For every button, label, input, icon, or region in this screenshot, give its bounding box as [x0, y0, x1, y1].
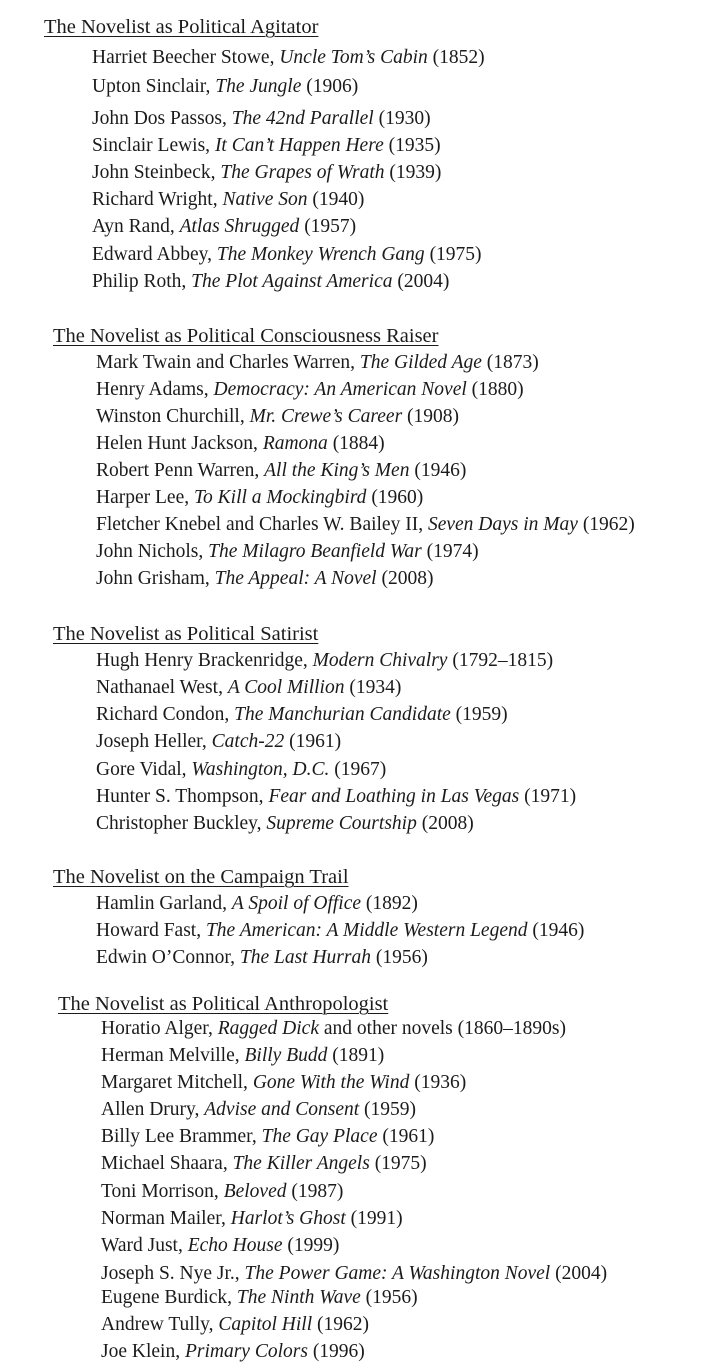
publication-year: (1956): [370, 947, 428, 968]
publication-year: (1884): [327, 433, 385, 454]
publication-year: (2004): [392, 271, 450, 292]
book-title: Ragged Dick: [217, 1018, 319, 1039]
publication-year: and other novels (1860–1890s): [319, 1018, 566, 1039]
book-entry: [101, 1098, 416, 1122]
book-title: The Gilded Age: [359, 352, 482, 373]
book-entry: [96, 378, 524, 402]
book-entry: [96, 785, 576, 809]
publication-year: (1961): [377, 1126, 435, 1147]
publication-year: (1940): [307, 189, 365, 210]
publication-year: (1991): [345, 1208, 403, 1229]
author: Henry Adams,: [96, 379, 214, 400]
book-title: Supreme Courtship: [266, 813, 417, 834]
section-heading: The Novelist on the Campaign Trail: [53, 866, 349, 888]
book-entry: [96, 758, 386, 782]
publication-year: (1987): [286, 1181, 344, 1202]
publication-year: (1971): [519, 786, 577, 807]
book-entry: [101, 1125, 434, 1149]
publication-year: (1999): [282, 1235, 340, 1256]
book-title: The Appeal: A Novel: [214, 568, 377, 589]
book-entry: [96, 567, 433, 591]
author: Margaret Mitchell,: [101, 1072, 253, 1093]
book-entry: [96, 730, 341, 754]
book-title: To Kill a Mockingbird: [193, 487, 367, 508]
book-entry: [96, 513, 635, 537]
book-title: A Cool Million: [227, 677, 345, 698]
author: Ward Just,: [101, 1235, 188, 1256]
author: John Nichols,: [96, 541, 209, 562]
book-title: Catch-22: [211, 731, 285, 752]
book-title: All the King’s Men: [264, 460, 410, 481]
publication-year: (1959): [450, 704, 508, 725]
book-title: The Milagro Beanfield War: [208, 541, 422, 562]
book-title: Washington, D.C.: [191, 759, 330, 780]
book-title: The Plot Against America: [191, 271, 393, 292]
book-entry: [96, 405, 459, 429]
book-entry: [92, 161, 441, 185]
author: Toni Morrison,: [101, 1181, 224, 1202]
publication-year: (2008): [416, 813, 474, 834]
publication-year: (1939): [384, 162, 442, 183]
author: Helen Hunt Jackson,: [96, 433, 263, 454]
author: Christopher Buckley,: [96, 813, 267, 834]
book-entry: [96, 351, 539, 375]
publication-year: (1891): [327, 1045, 385, 1066]
book-title: Billy Budd: [244, 1045, 328, 1066]
section-heading: The Novelist as Political Satirist: [53, 623, 319, 645]
book-title: The 42nd Parallel: [231, 108, 374, 129]
author: Norman Mailer,: [101, 1208, 231, 1229]
book-entry: [92, 134, 441, 158]
book-entry: [96, 703, 508, 727]
publication-year: (1880): [466, 379, 524, 400]
book-title: Echo House: [187, 1235, 283, 1256]
book-entry: [96, 919, 584, 943]
section-heading: The Novelist as Political Consciousness Raiser: [53, 325, 439, 347]
author: Robert Penn Warren,: [96, 460, 265, 481]
publication-year: (1961): [284, 731, 342, 752]
publication-year: (1935): [383, 135, 441, 156]
author: Joe Klein,: [101, 1341, 185, 1362]
book-entry: [92, 75, 358, 99]
publication-year: (1934): [344, 677, 402, 698]
book-title: Beloved: [223, 1181, 287, 1202]
book-title: Gone With the Wind: [252, 1072, 410, 1093]
book-entry: [101, 1044, 384, 1068]
book-entry: [101, 1071, 466, 1095]
book-title: Seven Days in May: [427, 514, 578, 535]
book-entry: [101, 1207, 403, 1231]
publication-year: (1792–1815): [447, 650, 554, 671]
author: Billy Lee Brammer,: [101, 1126, 262, 1147]
book-entry: [92, 243, 482, 267]
book-title: The Gay Place: [261, 1126, 378, 1147]
publication-year: (1906): [301, 76, 359, 97]
author: Joseph Heller,: [96, 731, 212, 752]
book-title: Capitol Hill: [218, 1314, 313, 1335]
author: Hunter S. Thompson,: [96, 786, 269, 807]
author: John Dos Passos,: [92, 108, 232, 129]
author: Fletcher Knebel and Charles W. Bailey II,: [96, 514, 428, 535]
book-title: The Monkey Wrench Gang: [216, 244, 425, 265]
book-entry: [96, 892, 418, 916]
book-entry: [96, 459, 466, 483]
author: John Grisham,: [96, 568, 215, 589]
book-title: The Grapes of Wrath: [220, 162, 385, 183]
book-entry: [96, 486, 423, 510]
book-title: Uncle Tom’s Cabin: [279, 47, 428, 68]
book-entry: [101, 1313, 369, 1337]
book-entry: [96, 540, 479, 564]
book-title: The Power Game: A Washington Novel: [244, 1263, 551, 1284]
publication-year: (2008): [376, 568, 434, 589]
book-entry: [96, 432, 385, 456]
publication-year: (1930): [373, 108, 431, 129]
book-entry: [92, 215, 356, 239]
book-title: Fear and Loathing in Las Vegas: [268, 786, 520, 807]
publication-year: (1873): [481, 352, 539, 373]
book-entry: [101, 1017, 566, 1041]
publication-year: (1960): [366, 487, 424, 508]
book-entry: [92, 270, 449, 294]
author: Horatio Alger,: [101, 1018, 218, 1039]
book-entry: [92, 46, 485, 70]
publication-year: (1975): [424, 244, 482, 265]
publication-year: (1852): [427, 47, 485, 68]
book-title: A Spoil of Office: [231, 893, 362, 914]
book-entry: [92, 188, 364, 212]
author: Hamlin Garland,: [96, 893, 232, 914]
book-title: The Killer Angels: [232, 1153, 370, 1174]
book-entry: [101, 1180, 343, 1204]
book-title: The Manchurian Candidate: [234, 704, 451, 725]
author: Harriet Beecher Stowe,: [92, 47, 280, 68]
book-title: The Last Hurrah: [239, 947, 371, 968]
author: Philip Roth,: [92, 271, 192, 292]
publication-year: (1956): [360, 1287, 418, 1308]
publication-year: (1908): [402, 406, 460, 427]
section-heading: The Novelist as Political Anthropologist: [58, 993, 389, 1015]
book-title: Mr. Crewe’s Career: [249, 406, 403, 427]
publication-year: (1892): [361, 893, 418, 914]
book-title: Advise and Consent: [204, 1099, 360, 1120]
book-entry: [101, 1340, 365, 1364]
publication-year: (1957): [299, 216, 357, 237]
publication-year: (1936): [409, 1072, 467, 1093]
book-title: Native Son: [222, 189, 308, 210]
book-title: The American: A Middle Western Legend: [205, 920, 528, 941]
book-title: Harlot’s Ghost: [230, 1208, 346, 1229]
author: Michael Shaara,: [101, 1153, 233, 1174]
author: Andrew Tully,: [101, 1314, 219, 1335]
publication-year: (1946): [527, 920, 585, 941]
book-title: The Ninth Wave: [236, 1287, 361, 1308]
publication-year: (1946): [409, 460, 467, 481]
author: Gore Vidal,: [96, 759, 192, 780]
author: Edwin O’Connor,: [96, 947, 240, 968]
publication-year: (1975): [369, 1153, 427, 1174]
book-entry: [96, 812, 474, 836]
book-entry: [96, 946, 428, 970]
author: Ayn Rand,: [92, 216, 180, 237]
publication-year: (1962): [312, 1314, 369, 1335]
author: Allen Drury,: [101, 1099, 205, 1120]
publication-year: (1967): [329, 759, 387, 780]
publication-year: (1959): [359, 1099, 417, 1120]
book-title: Democracy: An American Novel: [213, 379, 467, 400]
author: Richard Condon,: [96, 704, 235, 725]
publication-year: (1996): [307, 1341, 365, 1362]
author: Winston Churchill,: [96, 406, 250, 427]
book-title: The Jungle: [215, 76, 302, 97]
book-title: Primary Colors: [184, 1341, 308, 1362]
book-entry: [96, 676, 401, 700]
author: Howard Fast,: [96, 920, 206, 941]
book-entry: [92, 107, 431, 131]
author: Hugh Henry Brackenridge,: [96, 650, 313, 671]
publication-year: (1962): [577, 514, 635, 535]
author: Edward Abbey,: [92, 244, 217, 265]
author: Mark Twain and Charles Warren,: [96, 352, 360, 373]
book-title: Atlas Shrugged: [179, 216, 300, 237]
author: Upton Sinclair,: [92, 76, 216, 97]
book-entry: [101, 1234, 339, 1258]
book-entry: [101, 1286, 418, 1310]
author: Eugene Burdick,: [101, 1287, 237, 1308]
author: Harper Lee,: [96, 487, 194, 508]
book-entry: [101, 1262, 607, 1286]
publication-year: (1974): [421, 541, 479, 562]
publication-year: (2004): [550, 1263, 608, 1284]
author: Joseph S. Nye Jr.,: [101, 1263, 245, 1284]
author: Nathanael West,: [96, 677, 228, 698]
author: Herman Melville,: [101, 1045, 245, 1066]
author: Richard Wright,: [92, 189, 223, 210]
book-entry: [96, 649, 553, 673]
author: John Steinbeck,: [92, 162, 221, 183]
book-entry: [101, 1152, 427, 1176]
book-title: Modern Chivalry: [312, 650, 448, 671]
section-heading: The Novelist as Political Agitator: [44, 16, 319, 38]
book-title: Ramona: [262, 433, 328, 454]
author: Sinclair Lewis,: [92, 135, 215, 156]
book-title: It Can’t Happen Here: [214, 135, 384, 156]
